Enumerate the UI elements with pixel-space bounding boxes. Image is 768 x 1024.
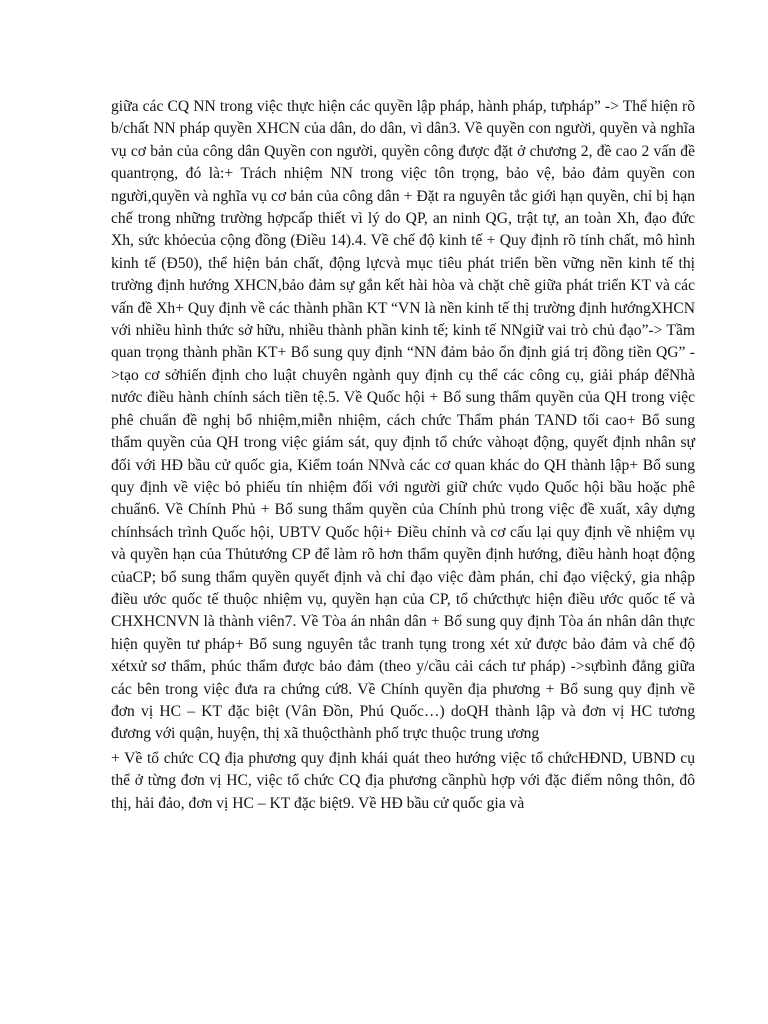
document-page: [111, 96, 695, 815]
body-paragraph-1: giữa các CQ NN trong việc thực hiện các quyền lập pháp, hành pháp, tưpháp” -> Thể hiện rõ b/chất NN pháp quyền XHCN của dân, do dân, vì dân3. Về quyền con người, quyền và nghĩa vụ cơ bản của công dân Quyền con người, quyền công được đặt ở chương 2, đề cao 2 vấn đề quantrọng, đó là:+ Trách nhiệm NN trong việc tôn trọng, bảo vệ, bảo đảm quyền con người,quyền và nghĩa vụ cơ bản của công dân + Đặt ra nguyên tắc giới hạn quyền, chỉ bị hạn chế trong những trường hợpcấp thiết vì lý do QP, an ninh QG, trật tự, an toàn Xh, đạo đức Xh, sức khỏecủa cộng đồng (Điều 14).4. Về chế độ kinh tế + Quy định rõ tính chất, mô hình kinh tế (Đ50), thể hiện bản chất, động lựcvà mục tiêu phát triển bền vững nền kinh tế thị trường định hướng XHCN,bảo đảm sự gắn kết hài hòa và chặt chẽ giữa phát triển KT và các vấn đề Xh+ Quy định về các thành phần KT “VN là nền kinh tế thị trường định hướngXHCN với nhiều hình thức sở hữu, nhiều thành phần kinh tế; kinh tế NNgiữ vai trò chủ đạo”-> Tầm quan trọng thành phần KT+ Bổ sung quy định “NN đảm bảo ổn định giá trị đồng tiền QG” ->tạo cơ sởhiến định cho luật chuyên ngành quy định cụ thể các công cụ, giải pháp đểNhà nước điều hành chính sách tiền tệ.5. Về Quốc hội + Bổ sung thẩm quyền của QH trong việc phê chuẩn đề nghị bổ nhiệm,miễn nhiệm, cách chức Thẩm phán TAND tối cao+ Bổ sung thẩm quyền của QH trong việc giám sát, quy định tổ chức vàhoạt động, quyết định nhân sự đối với HĐ bầu cử quốc gia, Kiểm toán NNvà các cơ quan khác do QH thành lập+ Bổ sung quy định về việc bỏ phiếu tín nhiệm đối với người giữ chức vụdo Quốc hội bầu hoặc phê chuẩn6. Về Chính Phủ + Bổ sung thẩm quyền của Chính phủ trong việc đề xuất, xây dựng chínhsách trình Quốc hội, UBTV Quốc hội+ Điều chỉnh và cơ cấu lại quy định về nhiệm vụ và quyền hạn của Thủtướng CP để làm rõ hơn thẩm quyền định hướng, điều hành hoạt động củaCP; bổ sung thẩm quyền quyết định và chỉ đạo việc đàm phán, chỉ đạo việcký, gia nhập điều ước quốc tế thuộc nhiệm vụ, quyền hạn của CP, tổ chứcthực hiện điều ước quốc tế và CHXHCNVN là thành viên7. Về Tòa án nhân dân + Bổ sung quy định Tòa án nhân dân thực hiện quyền tư pháp+ Bổ sung nguyên tắc tranh tụng trong xét xử được bảo đảm và chế độ xétxử sơ thẩm, phúc thẩm được bảo đảm (theo y/cầu cải cách tư pháp) ->sựbình đẳng giữa các bên trong việc đưa ra chứng cứ8. Về Chính quyền địa phương + Bổ sung quy định về đơn vị HC – KT đặc biệt (Vân Đồn, Phú Quốc…) doQH thành lập và đơn vị HC tương đương với quận, huyện, thị xã thuộcthành phố trực thuộc trung ương: [111, 98, 695, 743]
body-paragraph-2: + Về tổ chức CQ địa phương quy định khái quát theo hướng việc tổ chứcHĐND, UBND cụ thể ở từng đơn vị HC, việc tổ chức CQ địa phương cầnphù hợp với đặc điểm nông thôn, đô thị, hải đảo, đơn vị HC – KT đặc biệt9. Về HĐ bầu cử quốc gia và: [111, 749, 695, 812]
